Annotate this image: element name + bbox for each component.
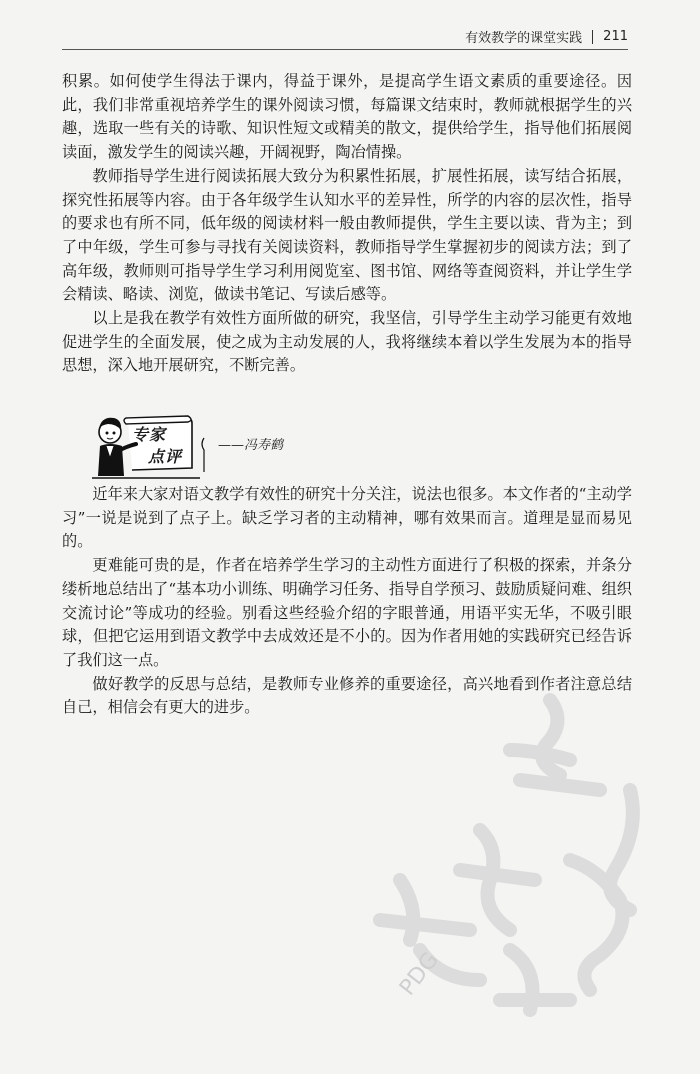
page-number: 211 xyxy=(603,29,628,44)
running-title: 有效教学的课堂实践 xyxy=(465,31,583,46)
paragraph: 以上是我在教学有效性方面所做的研究，我坚信，引导学生主动学习能更有效地促进学生的全面发展，使之成为主动发展的人，我将继续本着以学生发展为本的指导思想，深入地开展研究，不断完善。 xyxy=(62,309,632,375)
header-rule xyxy=(62,49,628,50)
header-separator xyxy=(592,30,593,44)
seal-watermark-icon xyxy=(360,680,670,1060)
running-header xyxy=(465,27,628,46)
paragraph: 近年来大家对语文教学有效性的研究十分关注，说法也很多。本文作者的“主动学习”一说是说到了点子上。缺乏学习者的主动精神，哪有效果而言。道理是显而易见的。 xyxy=(62,485,632,551)
main-text xyxy=(62,70,632,378)
paragraph: 做好教学的反思与总结，是教师专业修养的重要途径，高兴地看到作者注意总结自己，相信会有更大的进步。 xyxy=(62,674,632,717)
watermark-label: PDG xyxy=(395,947,444,1001)
badge-label-line1: 专家 xyxy=(132,425,167,444)
paragraph: 教师指导学生进行阅读拓展大致分为积累性拓展，扩展性拓展，读写结合拓展，探究性拓展等内容。由于各年级学生认知水平的差异性，所学的内容的层次性，指导的要求也有所不同，低年级的阅读材料一般由教师提供，学生主要以读、背为主；到了中年级，学生可参与寻找有关阅读资料，教师指导学生掌握初步的阅读方法；到了高年级，教师则可指导学生学习利用阅览室、图书馆、网络等查阅资料，并让学生学会精读、略读、浏览，做读书笔记、写读后感等。 xyxy=(62,166,632,304)
review-text xyxy=(62,483,632,720)
paragraph: 积累。如何使学生得法于课内，得益于课外，是提高学生语文素质的重要途径。因此，我们非常重视培养学生的课外阅读习惯，每篇课文结束时，教师就根据学生的兴趣，选取一些有关的诗歌、知识性短文或精美的散文，提供给学生，指导他们拓展阅读面，激发学生的阅读兴趣，开阔视野，陶冶情操。 xyxy=(62,72,632,162)
badge-label-line2: 点评 xyxy=(148,447,183,466)
review-author: ——冯寿鹤 xyxy=(218,438,284,453)
paragraph: 更难能可贵的是，作者在培养学生学习的主动性方面进行了积极的探索，并条分缕析地总结出了“基本功小训练、明确学习任务、指导自学预习、鼓励质疑问难、组织交流讨论”等成功的经验。别看这些经验介绍的字眼普通，用语平实无华，不吸引眼球，但把它运用到语文教学中去成效还是不小的。因为作者用她的实践研究已经告诉了我们这一点。 xyxy=(62,556,632,669)
